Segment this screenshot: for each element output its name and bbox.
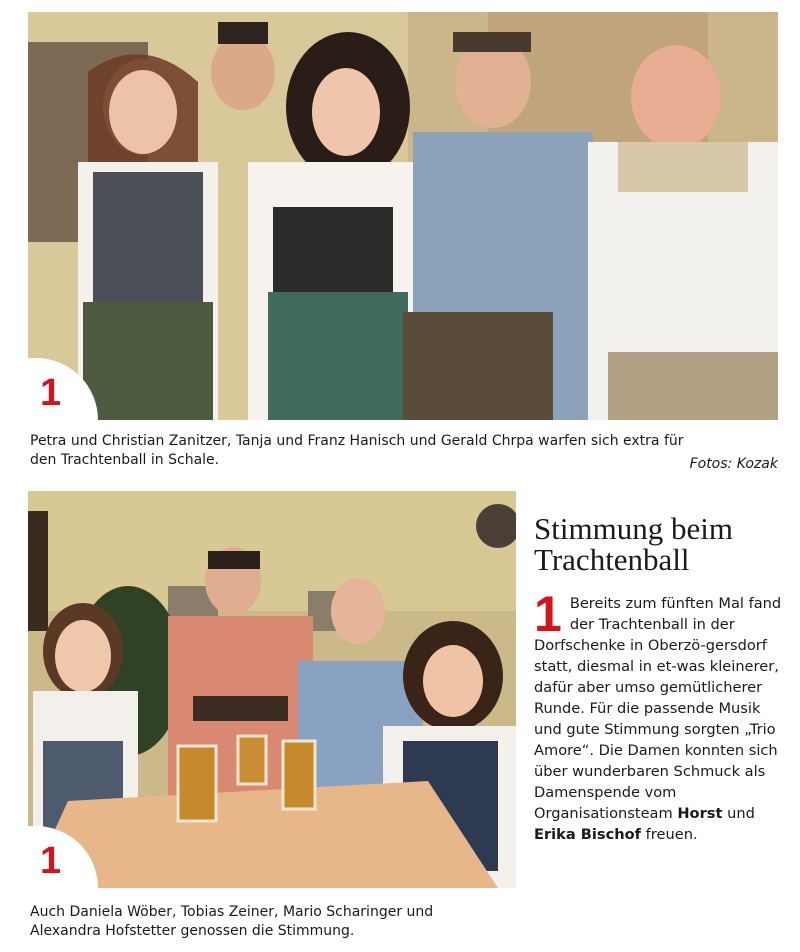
photo-2-caption — [30, 903, 510, 941]
article-text-connector: und — [722, 805, 755, 822]
drop-cap-number: 1 — [534, 586, 562, 642]
article-headline — [534, 513, 794, 575]
photo-1-illustration — [28, 12, 778, 420]
photo-number-badge: 1 — [28, 358, 98, 420]
photo-number-badge: 1 — [28, 826, 98, 888]
group-photo-2 — [28, 491, 516, 888]
caption-line: den Trachtenball in Schale. — [30, 452, 220, 468]
headline-line: Stimmung beim — [534, 511, 733, 546]
photo-1-caption — [30, 432, 778, 470]
article-text: Bereits zum fünften Mal fand der Trachtenball in der Dorfschenke in Oberzö-gersdorf statt, diesmal in et-was kleinerer, dafür aber umso gemütlicherer Runde. Für die passende Musik und gute Stimmung sorgten „Trio Amore“. Die Damen konnten sich über wunderbaren Schmuck als Damenspende vom Organisationsteam — [534, 595, 782, 822]
person-name: Erika Bischof — [534, 826, 642, 843]
article-text-end: freuen. — [641, 826, 698, 843]
person-name: Horst — [677, 805, 723, 822]
photo-credit: Fotos: Kozak — [689, 456, 778, 472]
article-body — [534, 586, 792, 845]
caption-line: Auch Daniela Wöber, Tobias Zeiner, Mario Scharinger und — [30, 904, 434, 920]
headline-line: Trachtenball — [534, 542, 690, 577]
caption-line: Alexandra Hofstetter genossen die Stimmung. — [30, 923, 355, 939]
caption-line: Petra und Christian Zanitzer, Tanja und Franz Hanisch und Gerald Chrpa warfen sich extra für — [30, 433, 684, 449]
group-photo-1 — [28, 12, 778, 420]
photo-2-illustration — [28, 491, 516, 888]
